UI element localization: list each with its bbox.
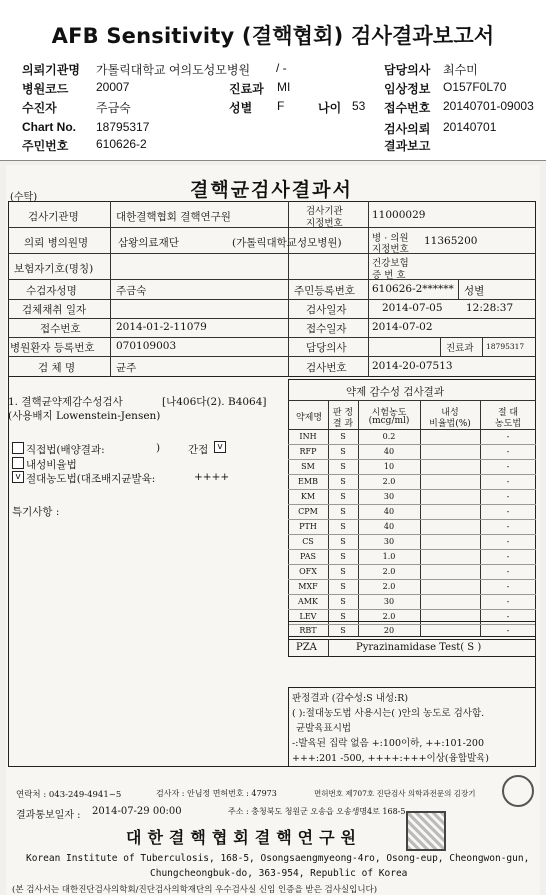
test-conc: 20 <box>383 626 395 635</box>
scan-title: 결핵균검사결과서 <box>190 179 353 201</box>
judge-line-1: 판정결과 (감수성:S 내성:R) <box>292 693 409 704</box>
label-insurance-2: 증 번 호 <box>372 270 406 281</box>
row-line <box>8 253 536 254</box>
drug-name: AMK <box>298 597 318 606</box>
report-header <box>0 0 546 160</box>
row-line <box>288 579 536 580</box>
label-receipt-date: 접수일자 <box>306 323 347 335</box>
drug-name: SM <box>301 462 315 471</box>
test-conc: 30 <box>383 492 395 501</box>
judge-result: S <box>340 567 346 576</box>
english-address-1: Korean Institute of Tuberculosis, 168-5, Osongsaengmyeong-4ro, Osong-eup, Cheongwon-gun, <box>26 853 530 864</box>
value-resident-no-scan: 610626-2****** <box>372 283 454 295</box>
test-conc: 2.0 <box>382 477 396 486</box>
row-line <box>288 489 536 490</box>
direct-method-checkbox <box>12 442 24 454</box>
label-doctor-scan: 담당의사 <box>306 342 347 354</box>
absolute-value: - <box>506 567 510 576</box>
value-chart-no: 18795317 <box>96 120 150 134</box>
drug-name: PAS <box>300 552 316 561</box>
drug-name: PTH <box>299 522 317 531</box>
label-hosp-code-2: 지정번호 <box>372 244 409 255</box>
indirect-method-checkbox: v <box>214 441 226 453</box>
special-notes: 특기사항 : <box>12 506 60 518</box>
drug-name: RBT <box>299 626 317 635</box>
value-requesting-dept: / - <box>276 61 287 75</box>
absolute-value: - <box>506 477 510 486</box>
label-insurance-1: 건강보험 <box>372 258 409 269</box>
col-conc-2: (mcg/ml) <box>368 416 410 426</box>
label-sex-scan: 성별 <box>464 285 485 297</box>
row-line <box>288 504 536 505</box>
absolute-value: - <box>506 537 510 546</box>
value-attending-doctor: 최수미 <box>443 63 478 77</box>
label-inst-code-1: 검사기관 <box>306 206 343 217</box>
absolute-conc-checkbox: v <box>12 471 24 483</box>
col-line <box>110 201 111 377</box>
absolute-value: - <box>506 612 510 621</box>
judge-result: S <box>340 537 346 546</box>
pza-label: PZA <box>296 642 317 653</box>
absolute-value: - <box>506 522 510 531</box>
value-requesting-institution: 가톨릭대학교 여의도성모병원 <box>96 63 251 77</box>
judge-result: S <box>340 462 346 471</box>
drug-name: EMB <box>298 477 318 486</box>
seal-stamp-circle <box>502 775 534 807</box>
label-department: 진료과 <box>229 82 264 96</box>
col-line <box>328 639 329 657</box>
judge-result: S <box>340 522 346 531</box>
judge-result: S <box>340 597 346 606</box>
test-item-code: [나406다(2). B4064] <box>162 396 267 408</box>
absolute-value: - <box>506 507 510 516</box>
value-specimen: 균주 <box>116 362 137 374</box>
judge-result: S <box>340 612 346 621</box>
row-line <box>288 609 536 610</box>
row-line <box>288 564 536 565</box>
value-requesting-hospital: 삼왕의료재단 <box>118 237 179 249</box>
absolute-conc-label: 절대농도법(대조배지균발육: <box>26 473 156 485</box>
col-resist-2: 비율법(%) <box>429 419 471 429</box>
scanned-report <box>0 161 546 895</box>
seal-stamp-square <box>406 811 446 851</box>
organization-name: 대한결핵협회결핵연구원 <box>126 828 363 847</box>
col-judge-1: 판 정 <box>332 408 354 418</box>
value-patient: 주금숙 <box>96 101 131 115</box>
notice-date-value: 2014-07-29 00:00 <box>92 806 182 817</box>
tester: 검사자 : 안님정 면허번호 : 47973 <box>156 789 277 798</box>
test-conc: 40 <box>383 447 395 456</box>
label-result-report: 결과보고 <box>384 139 431 153</box>
row-line <box>288 459 536 460</box>
absolute-value: - <box>506 462 510 471</box>
indirect-method-label: 간접 <box>188 444 209 456</box>
notice-date-label: 결과통보일자 : <box>16 810 81 821</box>
test-conc: 0.2 <box>382 432 396 441</box>
row-line <box>288 534 536 535</box>
value-inst-code: 11000029 <box>372 209 426 221</box>
row-line <box>288 474 536 475</box>
drug-name: CPM <box>298 507 318 516</box>
judge-result: S <box>340 447 346 456</box>
test-conc: 30 <box>383 537 395 546</box>
label-test-date: 검사일자 <box>306 304 347 316</box>
report-sheet <box>6 165 540 895</box>
col-conc-1: 시험농도 <box>371 408 407 418</box>
row-line <box>288 400 536 401</box>
judge-line-4: -:발육된 집락 없음 +:100이하, ++:101-200 <box>292 738 484 749</box>
direct-method-paren: ) <box>156 442 161 454</box>
row-line <box>288 519 536 520</box>
pza-row-top-line <box>288 621 536 639</box>
value-clinical-info: O157F0L70 <box>443 80 507 94</box>
test-conc: 30 <box>383 597 395 606</box>
col-line <box>440 337 441 356</box>
value-requesting-hospital-2: (가톨릭대학교성모병원) <box>232 237 342 249</box>
col-line <box>458 279 459 299</box>
label-chart-no: Chart No. <box>22 120 76 134</box>
test-conc: 1.0 <box>382 552 396 561</box>
resistance-ratio-label: 내성비율법 <box>26 459 77 471</box>
label-hospital-reg-no: 병원환자 등록번호 <box>10 342 95 354</box>
value-test-no: 2014-20-07513 <box>372 360 453 372</box>
drug-name: KM <box>300 492 316 501</box>
row-line <box>288 594 536 595</box>
value-receipt-no: 20140701-09003 <box>443 99 534 113</box>
value-test-date: 2014-07-05 <box>382 302 443 314</box>
absolute-value: - <box>506 552 510 561</box>
english-address-2: Chungcheongbuk-do, 363-954, Republic of Korea <box>150 868 408 879</box>
label-inst-code-2: 지정번호 <box>306 218 343 229</box>
label-hosp-code-1: 병 · 의원 <box>372 233 409 244</box>
col-line <box>368 201 369 377</box>
test-conc: 10 <box>383 462 395 471</box>
direct-method-label: 직접법(배양결과: <box>26 444 105 456</box>
label-age: 나이 <box>318 101 342 115</box>
judge-result: S <box>340 432 346 441</box>
drug-name: RFP <box>299 447 317 456</box>
judge-line-3: 균발육표시법 <box>296 723 352 734</box>
col-line <box>482 337 483 356</box>
judge-result: S <box>340 492 346 501</box>
row-line <box>8 337 536 338</box>
label-requesting-hospital: 의뢰 병의원명 <box>24 237 89 249</box>
absolute-value: - <box>506 492 510 501</box>
value-receipt-no-scan: 2014-01-2-11079 <box>116 321 207 333</box>
value-test-request: 20140701 <box>443 120 497 134</box>
test-item: 1. 결핵균약제감수성검사 <box>8 396 123 408</box>
judge-line-2: ( ):절대농도법 사용시는( )안의 농도로 검사함. <box>292 708 485 719</box>
row-line <box>288 429 536 430</box>
value-hospital-reg-no: 070109003 <box>116 340 177 352</box>
resistance-ratio-checkbox <box>12 457 24 469</box>
col-absolute-1: 절 대 <box>497 408 519 418</box>
value-examinee: 주금숙 <box>116 285 147 297</box>
address: 주소 : 충청북도 청원군 오송읍 오송생명4로 168-5 <box>228 807 406 816</box>
sensitivity-title: 약제 감수성 검사결과 <box>346 386 444 398</box>
judge-result: S <box>340 582 346 591</box>
col-line <box>288 201 289 377</box>
judge-result: S <box>340 507 346 516</box>
label-dept-scan: 진료과 <box>446 343 474 354</box>
label-hospital-code: 병원코드 <box>22 82 69 96</box>
row-line <box>8 227 536 228</box>
value-test-institution: 대한결핵협회 결핵연구원 <box>116 211 231 223</box>
judge-line-5: +++:201 -500, ++++:+++이상(융합발육) <box>292 753 490 764</box>
label-receipt-no-scan: 접수번호 <box>40 323 81 335</box>
label-collection-date: 검체채취 일자 <box>22 304 87 316</box>
label-clinical-info: 임상정보 <box>384 82 431 96</box>
culture-media: (사용배지 Lowenstein-Jensen) <box>8 410 161 422</box>
label-resident-no: 주민번호 <box>22 139 69 153</box>
drug-name: LEV <box>299 612 317 621</box>
value-sex: F <box>277 99 285 113</box>
contact: 연락처 : 043-249-4941~5 <box>16 790 122 800</box>
row-line <box>8 299 536 300</box>
absolute-value: - <box>506 432 510 441</box>
absolute-value: - <box>506 582 510 591</box>
absolute-value: - <box>506 626 510 635</box>
absolute-value: - <box>506 447 510 456</box>
accreditation-note: (본 검사서는 대한진단검사의학회/진단검사의학재단의 우수검사실 신임 인증을 받은 검사실입니다) <box>12 885 378 895</box>
label-requesting-institution: 의뢰기관명 <box>22 63 80 77</box>
label-test-no: 검사번호 <box>306 362 347 374</box>
absolute-value: - <box>506 597 510 606</box>
label-test-request: 검사의뢰 <box>384 122 431 136</box>
pza-value: Pyrazinamidase Test( S ) <box>356 642 482 653</box>
row-line <box>288 444 536 445</box>
label-test-institution: 검사기관명 <box>28 211 79 223</box>
label-sex: 성별 <box>229 101 253 115</box>
test-conc: 2.0 <box>382 612 396 621</box>
label-examinee: 수검자성명 <box>26 285 77 297</box>
judge-result: S <box>340 552 346 561</box>
row-line <box>8 356 536 357</box>
value-resident-no: 610626-2 <box>96 137 147 151</box>
label-attending-doctor: 담당의사 <box>384 63 431 77</box>
test-conc: 2.0 <box>382 582 396 591</box>
judge-result: S <box>340 626 346 635</box>
col-resist-1: 내성 <box>441 408 459 418</box>
value-hospital-code: 20007 <box>96 80 130 94</box>
drug-name: INH <box>299 432 317 441</box>
license: 면허번호 제707호 진단검사 의학과전문의 김장기 <box>314 789 476 798</box>
drug-name: CS <box>302 537 314 546</box>
value-test-time: 12:28:37 <box>466 302 514 314</box>
row-line <box>288 549 536 550</box>
label-resident-no-scan: 주민등록번호 <box>294 285 355 297</box>
judge-result: S <box>340 477 346 486</box>
test-conc: 40 <box>383 507 395 516</box>
value-receipt-date: 2014-07-02 <box>372 321 433 333</box>
col-judge-2: 결 과 <box>332 419 354 429</box>
row-line <box>8 279 536 280</box>
value-department: MI <box>277 80 291 94</box>
test-conc: 40 <box>383 522 395 531</box>
value-dept-scan: 18795317 <box>486 342 525 351</box>
label-insurer: 보험자기호(명칭) <box>14 263 94 275</box>
label-patient: 수진자 <box>22 101 57 115</box>
label-receipt-no: 접수번호 <box>384 101 431 115</box>
value-hosp-code: 11365200 <box>424 235 478 247</box>
drug-name: MXF <box>298 582 318 591</box>
row-line <box>8 318 536 319</box>
col-drug: 약제명 <box>295 413 323 423</box>
receipt-tag: (수탁) <box>10 192 38 203</box>
test-conc: 2.0 <box>382 567 396 576</box>
col-absolute-2: 농도법 <box>494 419 522 429</box>
value-age: 53 <box>352 99 366 113</box>
absolute-conc-value: ++++ <box>194 471 230 483</box>
drug-name: OFX <box>299 567 317 576</box>
label-specimen: 검 체 명 <box>38 362 76 374</box>
report-title: AFB Sensitivity (결핵협회) 검사결과보고서 <box>51 24 495 48</box>
